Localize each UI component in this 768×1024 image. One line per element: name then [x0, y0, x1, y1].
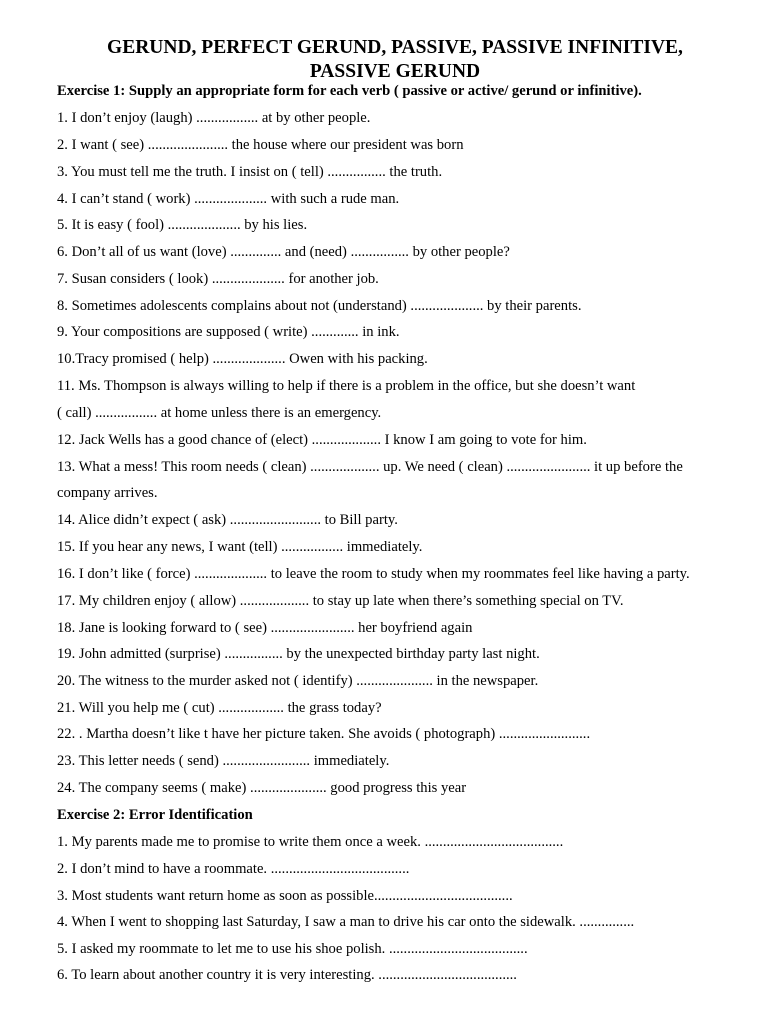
exercise-1-item: 5. It is easy ( fool) .................... by his lies.: [57, 217, 308, 233]
exercise-1-item: 24. The company seems ( make) ..................... good progress this year: [57, 780, 467, 796]
exercise-1-item: 22. . Martha doesn’t like t have her picture taken. She avoids ( photograph) .........................: [57, 726, 591, 742]
exercise-1-item: 13. What a mess! This room needs ( clean) ................... up. We need ( clean) ....................... it up before the: [57, 459, 683, 475]
exercise-1-item: 9. Your compositions are supposed ( write) ............. in ink.: [57, 324, 400, 340]
exercise-1-item: 6. Don’t all of us want (love) .............. and (need) ................ by other people?: [57, 244, 510, 260]
exercise-2-heading: Exercise 2: Error Identification: [57, 807, 253, 823]
exercise-1-item: 11. Ms. Thompson is always willing to help if there is a problem in the office, but she doesn’t want: [57, 378, 636, 394]
exercise-2-item: 3. Most students want return home as soon as possible......................................: [57, 888, 513, 904]
exercise-1-item: 4. I can’t stand ( work) .................... with such a rude man.: [57, 191, 400, 207]
exercise-1-item: 20. The witness to the murder asked not ( identify) ..................... in the newspaper.: [57, 673, 539, 689]
exercise-1-item: 16. I don’t like ( force) .................... to leave the room to study when my roommates feel like having a party.: [57, 566, 690, 582]
exercise-2-item: 6. To learn about another country it is very interesting. ......................................: [57, 967, 517, 983]
exercise-1-heading: Exercise 1: Supply an appropriate form for each verb ( passive or active/ gerund or infinitive).: [57, 83, 642, 99]
exercise-1-item: 10.Tracy promised ( help) .................... Owen with his packing.: [57, 351, 428, 367]
exercise-2-item: 4. When I went to shopping last Saturday, I saw a man to drive his car onto the sidewalk. ...............: [57, 914, 635, 930]
exercise-1-item: 18. Jane is looking forward to ( see) ....................... her boyfriend again: [57, 620, 473, 636]
exercise-1-item: 23. This letter needs ( send) ........................ immediately.: [57, 753, 390, 769]
exercise-2-item: 5. I asked my roommate to let me to use his shoe polish. ......................................: [57, 941, 528, 957]
exercise-2-item: 2. I don’t mind to have a roommate. ......................................: [57, 861, 410, 877]
exercise-1-item: 15. If you hear any news, I want (tell) ................. immediately.: [57, 539, 423, 555]
exercise-1-item: 7. Susan considers ( look) .................... for another job.: [57, 271, 379, 287]
worksheet-title-line-2: PASSIVE GERUND: [309, 61, 481, 82]
worksheet-title-line-1: GERUND, PERFECT GERUND, PASSIVE, PASSIVE INFINITIVE,: [107, 37, 683, 58]
exercise-1-item: 8. Sometimes adolescents complains about not (understand) .................... by their parents.: [57, 298, 582, 314]
exercise-1-item: 2. I want ( see) ...................... the house where our president was born: [57, 137, 464, 153]
exercise-1-item: 21. Will you help me ( cut) .................. the grass today?: [57, 700, 382, 716]
exercise-1-item: 12. Jack Wells has a good chance of (elect) ................... I know I am going to vote for him.: [57, 432, 587, 448]
exercise-2-item: 1. My parents made me to promise to write them once a week. ......................................: [57, 834, 564, 850]
exercise-1-item: 14. Alice didn’t expect ( ask) ......................... to Bill party.: [57, 512, 398, 528]
exercise-1-item-continued: ( call) ................. at home unless there is an emergency.: [57, 405, 382, 421]
exercise-1-item-continued: company arrives.: [57, 485, 158, 501]
exercise-1-item: 1. I don’t enjoy (laugh) ................. at by other people.: [57, 110, 371, 126]
exercise-1-item: 3. You must tell me the truth. I insist on ( tell) ................ the truth.: [57, 164, 443, 180]
exercise-1-item: 17. My children enjoy ( allow) ................... to stay up late when there’s something special on TV.: [57, 593, 624, 609]
exercise-1-item: 19. John admitted (surprise) ................ by the unexpected birthday party last night.: [57, 646, 540, 662]
